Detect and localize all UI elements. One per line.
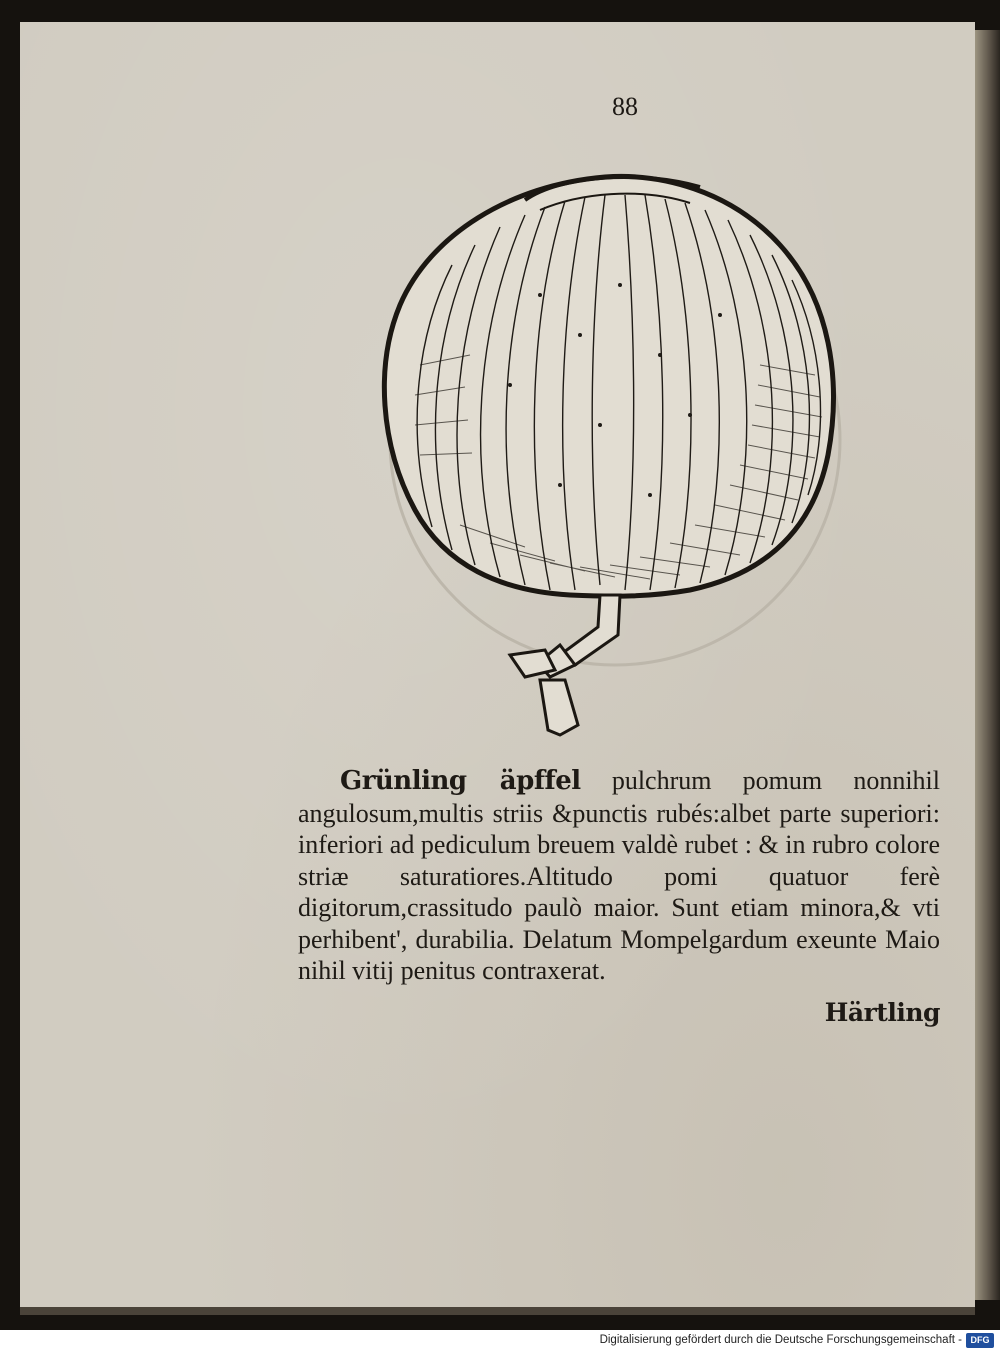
description-body: pulchrum pomum nonnihil angulosum,multis striis &punctis rubés:albet parte superiori: inferiori ad pediculum breuem valdè rubet : & in rubro colore striæ saturatiores.Altitudo pomi quatuor ferè digitorum,crassitudo paulò maior. Sunt etiam minora,& vti perhibent', durabilia. Delatum Mompelgardum exeunte Maio nihil vitij penitus contraxerat. <box>298 766 940 985</box>
page-number: 88 <box>612 92 638 121</box>
page-edge <box>975 30 1000 1300</box>
description-paragraph <box>298 765 940 987</box>
variety-heading: Grünling äpffel <box>340 766 581 796</box>
catchword: Härtling <box>824 998 940 1027</box>
footer-credit: Digitalisierung gefördert durch die Deutsche Forschungsgemeinschaft - <box>599 1334 962 1346</box>
page-edge-bottom <box>20 1307 975 1315</box>
dfg-logo-icon: DFG <box>966 1333 994 1348</box>
apple-woodcut-illustration <box>360 165 850 750</box>
footer-bar <box>0 1330 1000 1353</box>
